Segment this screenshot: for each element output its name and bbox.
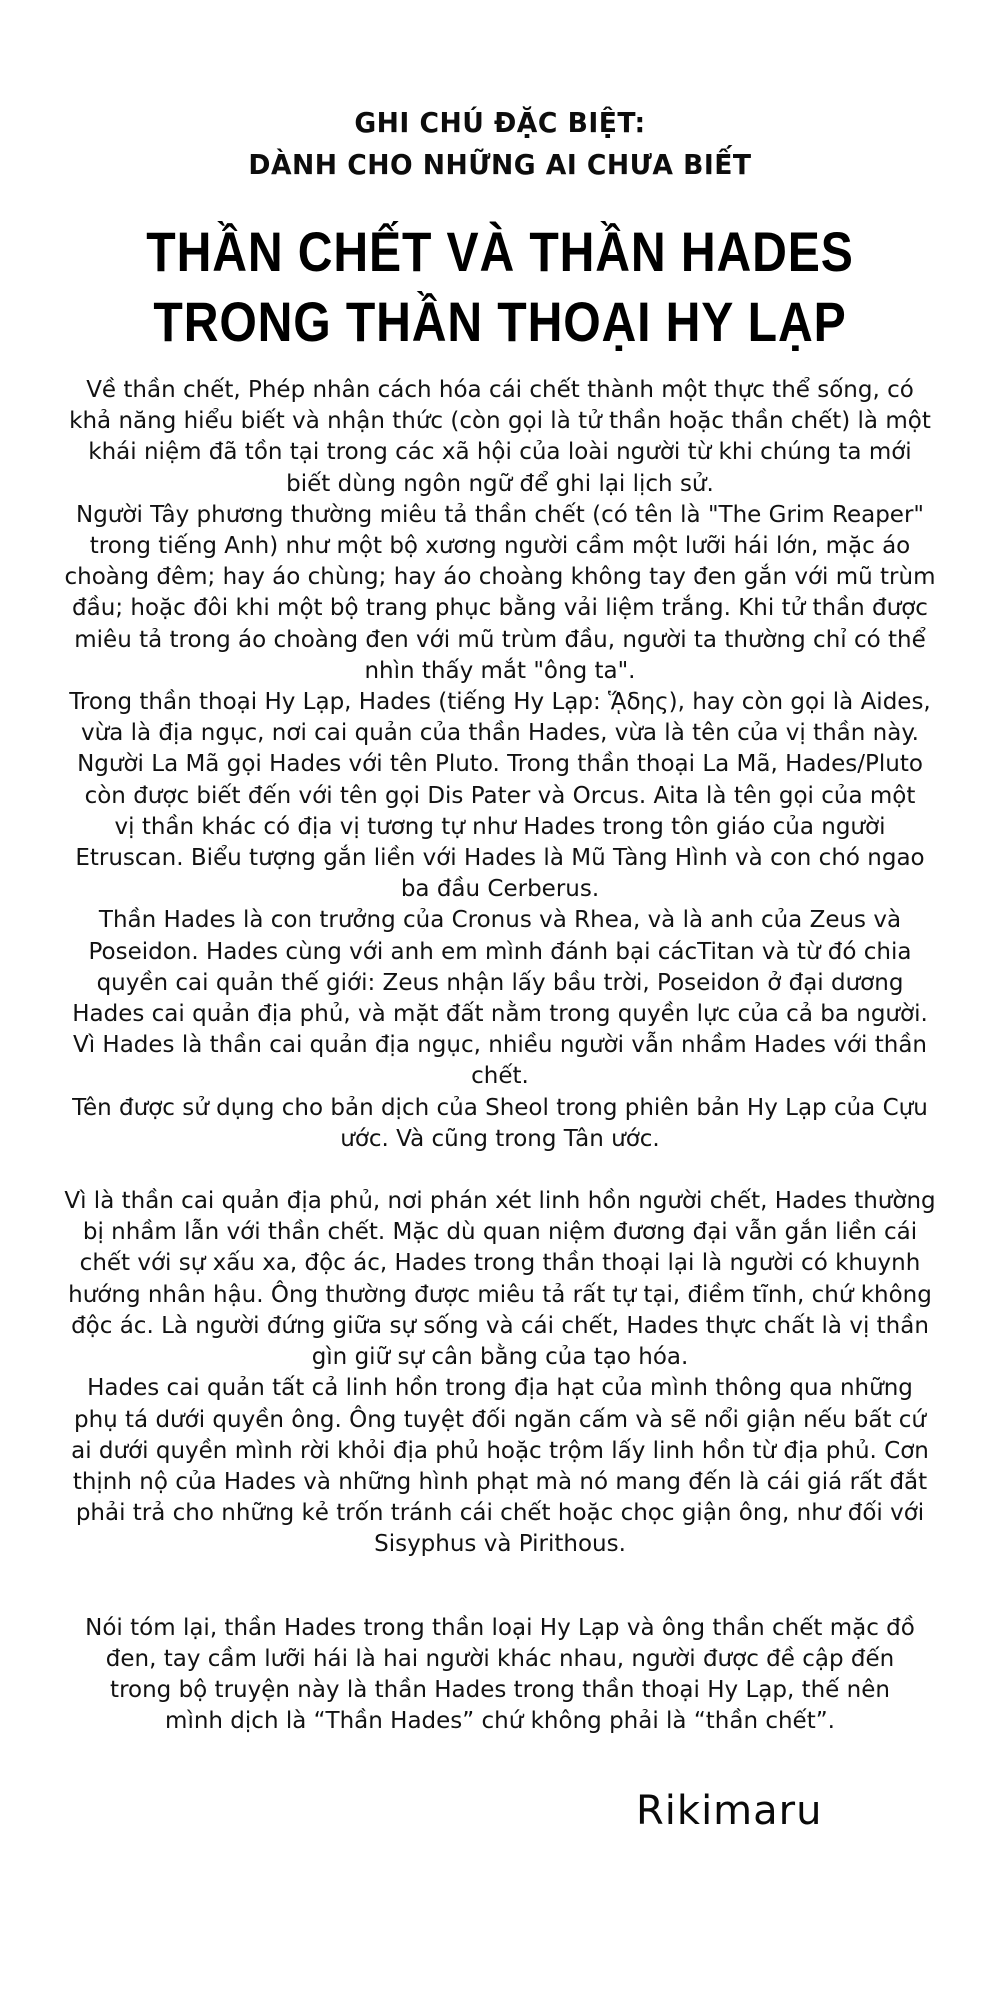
text-line: Etruscan. Biểu tượng gắn liền với Hades là Mũ Tàng Hình và con chó ngao [75, 845, 925, 872]
text-line: mình dịch là “Thần Hades” chứ không phải là “thần chết”. [165, 1708, 835, 1735]
title-line-2: TRONG THẦN THOẠI HY LẠP [153, 290, 847, 353]
text-line: miêu tả trong áo choàng đen với mũ trùm đầu, người ta thường chỉ có thể [74, 626, 926, 653]
text-line: choàng đêm; hay áo chùng; hay áo choàng không tay đen gắn với mũ trùm [64, 564, 936, 591]
text-line: đen, tay cầm lưỡi hái là hai người khác nhau, người được đề cập đến [105, 1645, 895, 1672]
title-line-1: THẦN CHẾT VÀ THẦN HADES [146, 220, 854, 283]
text-line: thịnh nộ của Hades và những hình phạt mà nó mang đến là cái giá rất đắt [72, 1468, 928, 1495]
text-line: Sisyphus và Pirithous. [374, 1531, 626, 1558]
paragraph-sheol [50, 1093, 950, 1155]
text-line: chết. [471, 1063, 529, 1090]
article-body [50, 375, 950, 1737]
text-line: trong tiếng Anh) như một bộ xương người cầm một lưỡi hái lớn, mặc áo [89, 533, 911, 560]
paragraph-spacer [50, 1561, 950, 1613]
text-line: chết với sự xấu xa, độc ác, Hades trong thần thoại lại là người có khuynh [79, 1250, 921, 1277]
text-line: đầu; hoặc đôi khi một bộ trang phục bằng vải liệm trắng. Khi tử thần được [72, 595, 928, 622]
text-line: Hades cai quản tất cả linh hồn trong địa hạt của mình thông qua những [87, 1375, 913, 1402]
paragraph-hades-greek [50, 687, 950, 905]
text-line: Tên được sử dụng cho bản dịch của Sheol trong phiên bản Hy Lạp của Cựu [72, 1094, 928, 1121]
paragraph-grim-reaper [50, 500, 950, 687]
text-line: Người La Mã gọi Hades với tên Pluto. Trong thần thoại La Mã, Hades/Pluto [77, 751, 923, 778]
text-line: khả năng hiểu biết và nhận thức (còn gọi là tử thần hoặc thần chết) là một [69, 408, 931, 435]
text-line: nhìn thấy mắt "ông ta". [364, 657, 636, 684]
paragraph-spacer [50, 1155, 950, 1186]
note-line-1: GHI CHÚ ĐẶC BIỆT: [354, 106, 646, 139]
text-line: phụ tá dưới quyền ông. Ông tuyệt đối ngăn cấm và sẽ nổi giận nếu bất cứ [73, 1406, 927, 1433]
text-line: hướng nhân hậu. Ông thường được miêu tả rất tự tại, điềm tĩnh, chứ không [68, 1281, 932, 1308]
translator-signature: Rikimaru [636, 1788, 823, 1834]
page-title [0, 217, 1000, 357]
special-note-header [0, 102, 1000, 186]
text-line: gìn giữ sự cân bằng của tạo hóa. [311, 1344, 689, 1371]
paragraph-conclusion [50, 1613, 950, 1738]
text-line: Về thần chết, Phép nhân cách hóa cái chết thành một thực thể sống, có [86, 377, 914, 403]
text-line: ba đầu Cerberus. [400, 876, 600, 903]
text-line: Hades cai quản địa phủ, và mặt đất nằm trong quyền lực của cả ba người. [72, 1001, 928, 1028]
paragraph-death-personification [50, 375, 950, 500]
text-line: biết dùng ngôn ngữ để ghi lại lịch sử. [286, 470, 714, 497]
text-line: vừa là địa ngục, nơi cai quản của thần Hades, vừa là tên của vị thần này. [81, 720, 919, 747]
text-line: quyền cai quản thế giới: Zeus nhận lấy bầu trời, Poseidon ở đại dương [96, 969, 904, 996]
text-line: Poseidon. Hades cùng với anh em mình đánh bại cácTitan và từ đó chia [88, 938, 912, 965]
text-line: Trong thần thoại Hy Lạp, Hades (tiếng Hy Lạp: ᾍδης), hay còn gọi là Aides, [69, 689, 931, 716]
text-line: độc ác. Là người đứng giữa sự sống và cái chết, Hades thực chất là vị thần [71, 1312, 929, 1339]
text-line: vị thần khác có địa vị tương tự như Hades trong tôn giáo của người [114, 813, 886, 840]
text-line: khái niệm đã tồn tại trong các xã hội của loài người từ khi chúng ta mới [88, 439, 912, 466]
text-line: ước. Và cũng trong Tân ước. [340, 1125, 660, 1152]
text-line: ai dưới quyền mình rời khỏi địa phủ hoặc trộm lấy linh hồn từ địa phủ. Cơn [71, 1437, 929, 1464]
text-line: Vì Hades là thần cai quản địa ngục, nhiều người vẫn nhầm Hades với thần [72, 1032, 927, 1059]
text-line: Nói tóm lại, thần Hades trong thần loại Hy Lạp và ông thần chết mặc đồ [85, 1614, 915, 1641]
note-line-2: DÀNH CHO NHỮNG AI CHƯA BIẾT [248, 148, 752, 181]
text-line: còn được biết đến với tên gọi Dis Pater và Orcus. Aita là tên gọi của một [84, 782, 916, 809]
text-line: phải trả cho những kẻ trốn tránh cái chết hoặc chọc giận ông, như đối với [75, 1500, 925, 1527]
paragraph-hades-nature [50, 1186, 950, 1373]
text-line: trong bộ truyện này là thần Hades trong thần thoại Hy Lạp, thế nên [110, 1676, 890, 1703]
text-line: bị nhầm lẫn với thần chết. Mặc dù quan niệm đương đại vẫn gắn liền cái [82, 1219, 918, 1246]
text-line: Vì là thần cai quản địa phủ, nơi phán xét linh hồn người chết, Hades thường [64, 1188, 936, 1215]
text-line: Người Tây phương thường miêu tả thần chết (có tên là "The Grim Reaper" [75, 501, 924, 528]
paragraph-hades-rule [50, 1373, 950, 1560]
text-line: Thần Hades là con trưởng của Cronus và Rhea, và là anh của Zeus và [98, 907, 902, 934]
paragraph-hades-lineage [50, 905, 950, 1092]
